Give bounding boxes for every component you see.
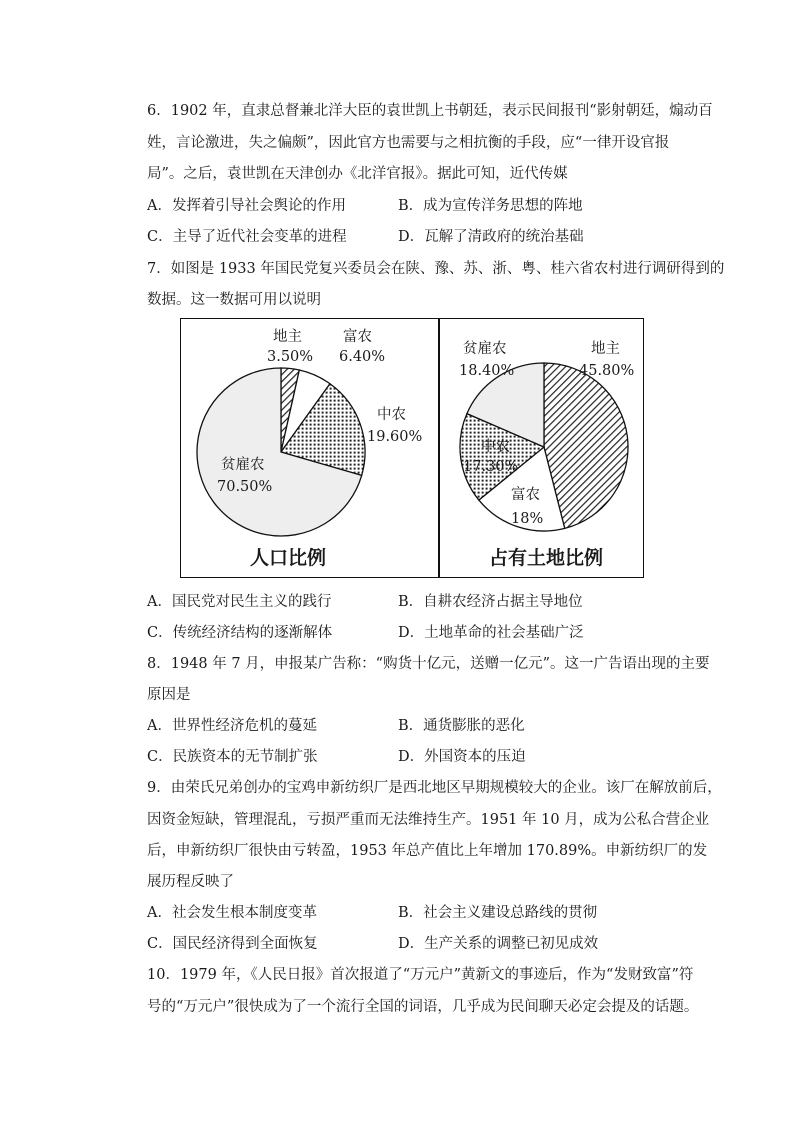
right-label-dizhu-value: 45.80% bbox=[579, 363, 635, 379]
q7-option-d: D．土地革命的社会基础广泛 bbox=[398, 625, 584, 641]
q7-option-b: B．自耕农经济占据主导地位 bbox=[398, 594, 583, 610]
right-label-funong-name: 富农 bbox=[511, 487, 540, 503]
q6-option-b: B．成为宣传洋务思想的阵地 bbox=[398, 198, 583, 214]
q9-option-a: A．社会发生根本制度变革 bbox=[147, 905, 317, 921]
q8-option-a: A．世界性经济危机的蔓延 bbox=[147, 718, 317, 734]
q8-option-c: C．民族资本的无节制扩张 bbox=[147, 749, 318, 765]
q9-line-1: 9．由荣氏兄弟创办的宝鸡申新纺织厂是西北地区早期规模较大的企业。该厂在解放前后， bbox=[147, 780, 722, 796]
right-label-pinnong-value: 18.40% bbox=[459, 363, 515, 379]
q8-option-b: B．通货膨胀的恶化 bbox=[398, 718, 525, 734]
left-label-funong-name: 富农 bbox=[343, 329, 372, 345]
left-chart-title: 人口比例 bbox=[250, 547, 327, 569]
q9-line-2: 因资金短缺，管理混乱，亏损严重而无法维持生产。1951 年 10 月，成为公私合营企业 bbox=[147, 812, 710, 828]
q6-line-2: 姓，言论激进，失之偏颇”，因此官方也需要与之相抗衡的手段，应“一律开设官报 bbox=[147, 135, 670, 151]
q8-line-2: 原因是 bbox=[147, 687, 191, 703]
q9-option-b: B．社会主义建设总路线的贯彻 bbox=[398, 905, 598, 921]
q10-line-1: 10．1979 年，《人民日报》首次报道了“万元户”黄新文的事迹后，作为“发财致富”符 bbox=[147, 967, 694, 983]
right-chart-title: 占有土地比例 bbox=[489, 547, 604, 569]
left-label-funong-value: 6.40% bbox=[339, 349, 386, 365]
q9-option-c: C．国民经济得到全面恢复 bbox=[147, 936, 318, 952]
q7-option-a: A．国民党对民生主义的践行 bbox=[147, 594, 332, 610]
q8-option-d: D．外国资本的压迫 bbox=[398, 749, 526, 765]
right-label-zhongnong-name: 中农 bbox=[481, 439, 510, 455]
right-label-funong-value: 18% bbox=[511, 511, 544, 527]
q7-option-c: C．传统经济结构的逐渐解体 bbox=[147, 625, 333, 641]
left-label-zhongnong-name: 中农 bbox=[377, 407, 406, 423]
pie-chart-population bbox=[197, 368, 365, 536]
left-label-zhongnong-value: 19.60% bbox=[367, 429, 423, 445]
q7-line-2: 数据。这一数据可用以说明 bbox=[147, 292, 321, 308]
q6-option-a: A．发挥着引导社会舆论的作用 bbox=[147, 198, 346, 214]
left-label-pinnong-name: 贫雇农 bbox=[221, 457, 265, 473]
q10-line-2: 号的“万元户”很快成为了一个流行全国的词语，几乎成为民间聊天必定会提及的话题。 bbox=[147, 999, 699, 1015]
right-label-pinnong-name: 贫雇农 bbox=[463, 341, 507, 357]
q7-line-1: 7．如图是 1933 年国民党复兴委员会在陕、豫、苏、浙、粤、桂六省农村进行调研得到的 bbox=[147, 261, 725, 277]
q6-line-1: 6．1902 年，直隶总督兼北洋大臣的袁世凯上书朝廷，表示民间报刊“影射朝廷，煽动百 bbox=[147, 103, 713, 119]
right-label-zhongnong-value: 17.30% bbox=[463, 459, 519, 475]
q6-line-3: 局”。之后，袁世凯在天津创办《北洋官报》。据此可知，近代传媒 bbox=[147, 166, 568, 182]
q9-line-3: 后，申新纺织厂很快由亏转盈，1953 年总产值比上年增加 170.89%。申新纺织厂的发 bbox=[147, 843, 708, 859]
q6-option-d: D．瓦解了清政府的统治基础 bbox=[398, 229, 584, 245]
right-label-dizhu-name: 地主 bbox=[591, 341, 620, 357]
pie-charts-svg bbox=[181, 319, 645, 579]
q8-line-1: 8．1948 年 7 月，申报某广告称：“购货十亿元，送赠一亿元”。这一广告语出现的主要 bbox=[147, 656, 710, 672]
pie-charts-figure bbox=[180, 318, 644, 578]
left-label-dizhu-value: 3.50% bbox=[267, 349, 314, 365]
left-label-pinnong-value: 70.50% bbox=[217, 479, 273, 495]
q6-option-c: C．主导了近代社会变革的进程 bbox=[147, 229, 347, 245]
left-label-dizhu-name: 地主 bbox=[273, 329, 302, 345]
q9-line-4: 展历程反映了 bbox=[147, 874, 234, 890]
q9-option-d: D．生产关系的调整已初见成效 bbox=[398, 936, 599, 952]
